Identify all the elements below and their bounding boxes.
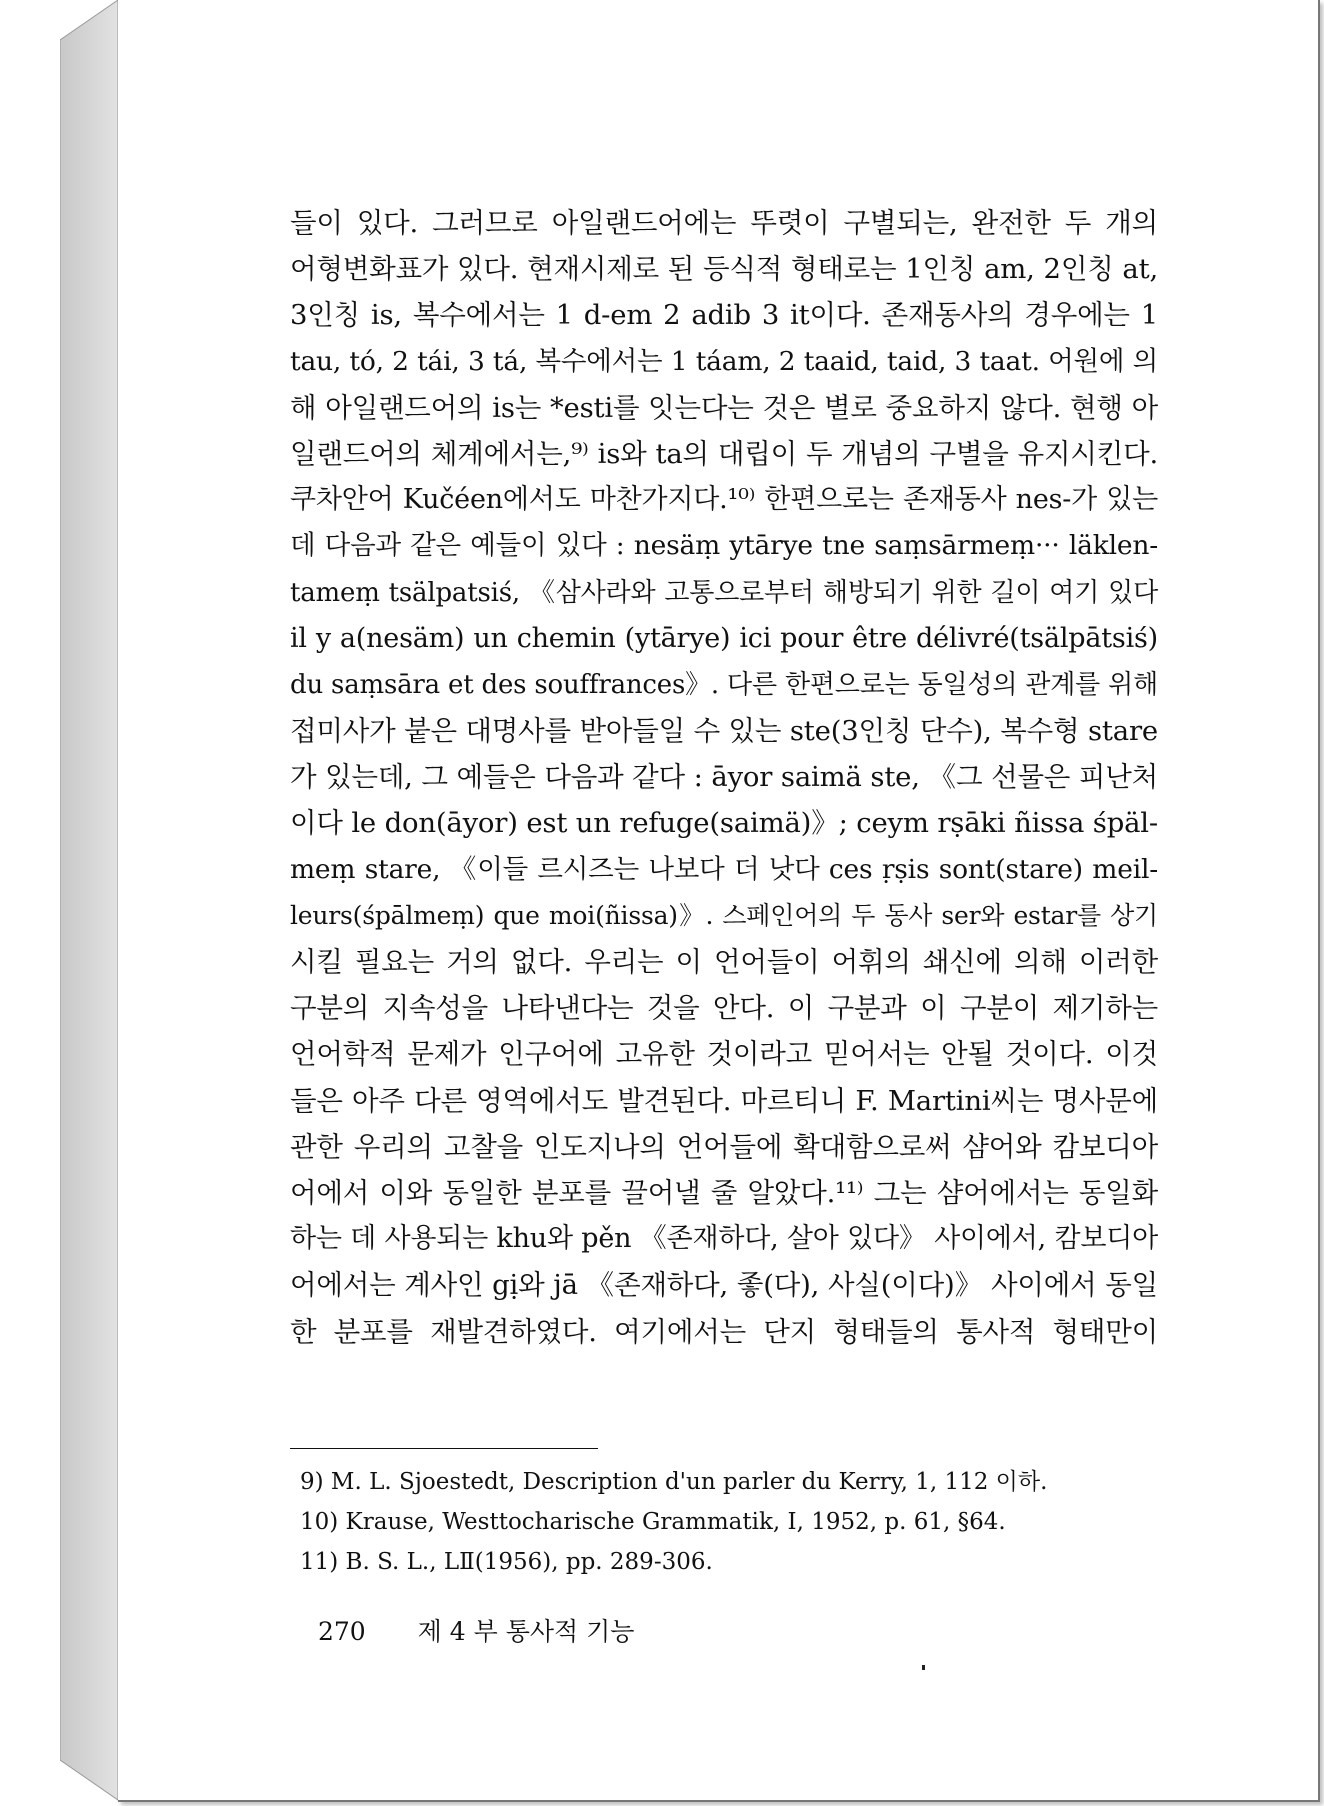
body-line: 어에서 이와 동일한 분포를 끌어낼 줄 알았다.¹¹⁾ 그는 샴어에서는 동일화 (290, 1176, 1158, 1209)
running-footer-section: 제 4 부 통사적 기능 (417, 1617, 635, 1646)
body-line: 관한 우리의 고찰을 인도지나의 언어들에 확대함으로써 샴어와 캄보디아 (290, 1130, 1158, 1163)
body-line: 가 있는데, 그 예들은 다음과 같다 : āyor saimä ste, 《그 선물은 피난처 (290, 761, 1158, 794)
body-line: 접미사가 붙은 대명사를 받아들일 수 있는 ste(3인칭 단수), 복수형 stare (290, 715, 1158, 748)
footnote-10: 10) Krause, Westtocharische Grammatik, Ⅰ, 1952, p. 61, §64. (300, 1509, 1006, 1535)
body-line: 어에서는 계사인 gị와 jā 《존재하다, 좋(다), 사실(이다)》 사이에서 동일 (290, 1269, 1158, 1302)
body-line: 들이 있다. 그러므로 아일랜드어에는 뚜렷이 구별되는, 완전한 두 개의 (290, 207, 1158, 239)
body-line: meṃ stare, 《이들 르시즈는 나보다 더 낫다 ces ṛṣis sont(stare) meil- (290, 853, 1158, 885)
body-line: 한 분포를 재발견하였다. 여기에서는 단지 형태들의 통사적 형태만이 (290, 1315, 1158, 1348)
body-line: 데 다음과 같은 예들이 있다 : nesäṃ ytārye tne saṃsārmeṃ··· läklen- (290, 530, 1158, 562)
body-line: 이다 le don(āyor) est un refuge(saimä)》; ceym rṣāki ñissa śpäl- (290, 807, 1158, 840)
body-line: 쿠차안어 Kučéen에서도 마찬가지다.¹⁰⁾ 한편으로는 존재동사 nes-가 있는 (290, 484, 1158, 516)
body-line: 해 아일랜드어의 is는 *esti를 잇는다는 것은 별로 중요하지 않다. 현행 아 (290, 391, 1158, 424)
page-footer (318, 1612, 634, 1648)
body-line: 들은 아주 다른 영역에서도 발견된다. 마르티니 F. Martini씨는 명사문에 (290, 1084, 1158, 1117)
body-line: 구분의 지속성을 나타낸다는 것을 안다. 이 구분과 이 구분이 제기하는 (290, 992, 1158, 1025)
body-line: 3인칭 is, 복수에서는 1 d-em 2 adib 3 it이다. 존재동사의 경우에는 1 (290, 299, 1158, 332)
body-line: 시킬 필요는 거의 없다. 우리는 이 언어들이 어휘의 쇄신에 의해 이러한 (290, 946, 1158, 978)
body-line: 하는 데 사용되는 khu와 pěn 《존재하다, 살아 있다》 사이에서, 캄보디아 (290, 1223, 1158, 1255)
body-line: du saṃsāra et des souffrances》. 다른 한편으로는 동일성의 관계를 위해 (290, 669, 1158, 700)
footnote-11: 11) B. S. L., LⅡ(1956), pp. 289-306. (300, 1549, 713, 1575)
body-line: leurs(śpālmeṃ) que moi(ñissa)》. 스페인어의 두 동사 ser와 estar를 상기 (290, 900, 1158, 930)
body-line: 어형변화표가 있다. 현재시제로 된 등식적 형태로는 1인칭 am, 2인칭 at, (290, 253, 1158, 286)
footnote-divider (290, 1448, 598, 1449)
footnotes (300, 1462, 1160, 1582)
page-number: 270 (318, 1617, 366, 1646)
footnote-9: 9) M. L. Sjoestedt, Description d'un parler du Kerry, 1, 112 이하. (300, 1469, 1048, 1495)
body-line: 일랜드어의 체계에서는,⁹⁾ is와 ta의 대립이 두 개념의 구별을 유지시킨다. (290, 437, 1158, 470)
body-line: 언어학적 문제가 인구어에 고유한 것이라고 믿어서는 안될 것이다. 이것 (290, 1038, 1158, 1071)
book-spine-edge (60, 0, 120, 1806)
body-line: tau, tó, 2 tái, 3 tá, 복수에서는 1 táam, 2 taaid, taid, 3 taat. 어원에 의 (290, 345, 1158, 377)
print-speck (922, 1665, 925, 1670)
body-text (290, 200, 1158, 1355)
body-line: tameṃ tsälpatsiś, 《삼사라와 고통으로부터 해방되기 위한 길이 여기 있다 (290, 577, 1158, 608)
body-line: il y a(nesäm) un chemin (ytārye) ici pour être délivré(tsälpātsiś) (290, 622, 1158, 654)
